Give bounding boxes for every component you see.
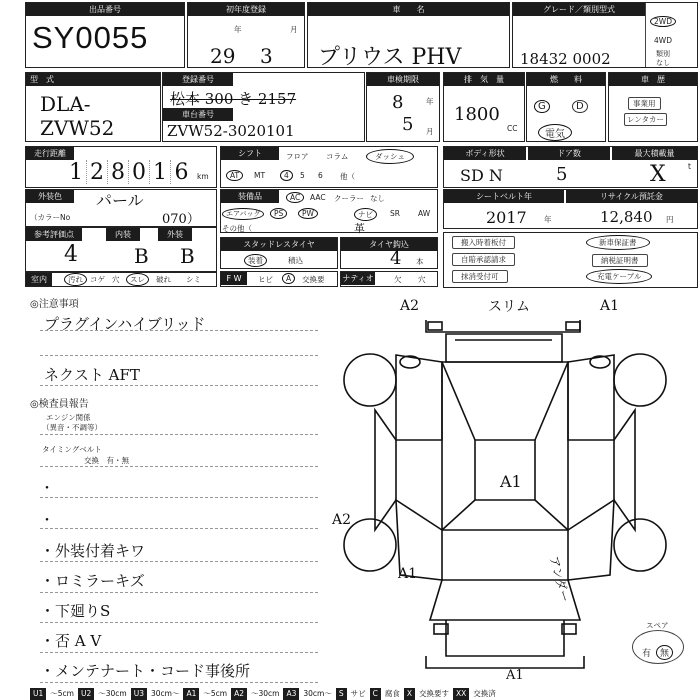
legend-desc: 腐食 (384, 689, 400, 698)
tire-cond-label: ナティオ (342, 274, 374, 283)
recycle-label: リサイクル預託金 (566, 190, 697, 203)
dmg-right-rear: アンダー (546, 554, 573, 604)
fw-replace: 交換要 (302, 275, 325, 284)
mileage-unit: km (197, 172, 209, 181)
score-value: 4 (64, 242, 78, 267)
shift-label: シフト (221, 147, 279, 160)
mileage-digits (66, 160, 194, 184)
dmg-front-center: スリム (488, 299, 530, 315)
score-label: 参考評価点 (26, 228, 82, 241)
equip-pw: PW (298, 208, 318, 219)
legend-code: XX (453, 688, 469, 700)
seatbelt-label: シートベルト年 (444, 190, 564, 203)
note-line1: プラグインハイブリッド (44, 315, 206, 333)
first-reg-label: 初年度登録 (188, 3, 304, 16)
legend-code: A3 (283, 688, 299, 700)
doc-deregister: 抹消受付可 (452, 270, 508, 283)
reg-no: 松本 300 き 2157 (170, 90, 297, 108)
legend-desc: 30cm～ (150, 689, 180, 698)
mileage-label: 走行距離 (26, 147, 74, 160)
model-name: プリウス PHV (318, 45, 462, 70)
cond-scuff: スレ (126, 273, 149, 286)
spare-label: スペア (646, 621, 669, 630)
legend-bar (30, 688, 698, 700)
grade-label: グレード／類別型式 (513, 3, 645, 16)
color-value: パール (96, 191, 144, 210)
equip-cooler: クーラー (334, 194, 364, 203)
exterior-score: B (180, 244, 195, 268)
notes-title: ◎注意事項 (30, 299, 79, 310)
equip-label: 装備品 (221, 190, 279, 203)
legend-desc: サビ (350, 689, 366, 698)
fuel-label: 燃 料 (527, 73, 605, 86)
insp-month-unit: 月 (426, 127, 434, 136)
capacity-unit: t (688, 162, 691, 171)
doc-insurance: 自賠承認請求 (452, 253, 515, 266)
report-item: ・外装付着キワ (40, 542, 146, 560)
report-item: ・否 A V (40, 632, 102, 650)
dmg-left-side: A2 (332, 512, 352, 528)
interior-score: B (134, 244, 149, 268)
dmg-left-rear: A1 (398, 566, 418, 582)
cond-burn: コゲ (90, 275, 105, 284)
mileage-digit: 1 (150, 160, 171, 184)
engine-sub: （異音・不調等） (42, 423, 102, 432)
recycle-value: 12,840 (600, 208, 653, 226)
drive-none: 類別 なし (656, 50, 670, 67)
legend-code: C (370, 688, 381, 700)
car-diagram (330, 300, 700, 688)
cond-hole: 穴 (112, 275, 120, 284)
history-label: 車 歴 (609, 73, 697, 86)
disp-unit: CC (507, 124, 518, 133)
equip-navi: ナビ (354, 208, 377, 221)
seatbelt-year: 2017 (486, 208, 527, 227)
equip-other-value: 革 (354, 222, 365, 235)
doc-tax: 納税証明書 (592, 254, 648, 267)
equip-aw: AW (418, 209, 431, 218)
legend-desc: 交換済 (473, 689, 496, 698)
legend-code: X (404, 688, 415, 700)
dmg-bottom: A1 (506, 668, 524, 683)
cond-stain: シミ (186, 275, 201, 284)
tire-unit: 本 (416, 257, 424, 266)
spare-circle (632, 630, 684, 664)
shift-dash: ダッシュ (366, 149, 414, 164)
spare-yes: 有 (642, 649, 652, 659)
capacity-value: X (650, 162, 666, 187)
shift-floor: フロア (286, 152, 309, 161)
dmg-front-left: A2 (400, 298, 420, 314)
exterior-label: 外装 (158, 228, 192, 241)
capacity-label: 最大積載量 (612, 147, 697, 160)
dmg-hood: A1 (500, 472, 522, 491)
doc-warranty: 新車保証書 (586, 235, 650, 250)
trans-5: 5 (300, 171, 305, 180)
lot-number: SY0055 (32, 20, 149, 55)
recycle-unit: 円 (666, 215, 674, 224)
legend-code: A2 (231, 688, 247, 700)
report-item: ・ (40, 481, 54, 497)
mileage-digit: 2 (87, 160, 108, 184)
mileage-digit: 1 (66, 160, 87, 184)
insp-year-unit: 年 (426, 97, 434, 106)
reg-no-label: 登録番号 (163, 73, 233, 86)
insp-month: 5 (402, 114, 414, 135)
tire-label: タイヤ鈎込 (341, 238, 437, 251)
report-item: ・ロミラーキズ (40, 572, 145, 590)
month-unit: 月 (290, 25, 298, 34)
legend-desc: ～5cm (50, 689, 74, 698)
equip-airbag: エアバッグ (222, 208, 264, 220)
body-label: ボディ形状 (444, 147, 526, 160)
legend-code: U3 (131, 688, 147, 700)
disp-label: 排 気 量 (444, 73, 524, 86)
chassis-label: 車台番号 (163, 108, 233, 121)
legend-code: U2 (78, 688, 94, 700)
interior-cond-label: 室内 (26, 273, 52, 286)
legend-code: A1 (183, 688, 199, 700)
legend-desc: ～30cm (98, 689, 127, 698)
interior-label: 内装 (106, 228, 140, 241)
legend-desc: ～30cm (250, 689, 280, 698)
equip-ps: PS (270, 208, 287, 219)
dmg-front-right: A1 (600, 298, 620, 314)
reg-year: 29 (210, 44, 236, 68)
equip-none: なし (370, 194, 385, 203)
mileage-digit: 0 (129, 160, 150, 184)
equip-other: その他（ (222, 224, 252, 233)
report-title: ◎検査員報告 (30, 399, 89, 410)
trans-at: AT (226, 170, 243, 181)
reg-month: 3 (260, 44, 273, 68)
mileage-digit: 6 (174, 160, 189, 185)
legend-desc: 交換要す (419, 689, 450, 698)
legend-code: S (336, 688, 347, 700)
insp-year: 8 (392, 92, 404, 113)
trans-4: 4 (280, 170, 293, 181)
grade-code: 18432 0002 (520, 50, 611, 68)
cond-tear: 破れ (156, 275, 171, 284)
katashiki-value: DLA- ZVW52 (40, 92, 115, 140)
fuel-elec: 電気 (538, 124, 572, 141)
katashiki-label: 型 式 (26, 73, 160, 86)
studless-mounted: 装着 (244, 254, 267, 267)
legend-desc: 30cm～ (303, 689, 332, 698)
shift-column: コラム (326, 152, 349, 161)
insp-label: 車検期限 (367, 73, 439, 86)
legend-desc: ～5cm (203, 689, 228, 698)
equip-aac: AAC (310, 193, 326, 202)
lot-label: 出品番号 (26, 3, 184, 16)
mileage-digit: 8 (108, 160, 129, 184)
disp-value: 1800 (454, 104, 500, 125)
trans-6: 6 (318, 171, 323, 180)
report-item: ・下廻りS (40, 602, 111, 620)
timing-swap: 交換 有・無 (84, 456, 129, 465)
doors-label: ドア数 (528, 147, 610, 160)
tire-value: 4 (390, 248, 402, 269)
hist-business: 事業用 (628, 97, 661, 110)
cond-dirt: 汚れ (64, 273, 87, 286)
fuel-d: D (572, 100, 588, 113)
trans-mt: MT (254, 171, 266, 180)
color-note: （カラーNo (30, 213, 71, 222)
fw-label: F W (221, 272, 247, 285)
drive-2wd: 2WD (650, 16, 676, 27)
body-value: SD N (460, 166, 503, 185)
year-unit: 年 (234, 25, 242, 34)
drive-4wd: 4WD (654, 36, 672, 45)
color-code: 070） (162, 212, 200, 227)
model-label: 車 名 (308, 3, 509, 16)
tire-cond-hole: 穴 (418, 275, 426, 284)
doors-value: 5 (556, 164, 568, 185)
report-item: ・ (40, 513, 54, 529)
legend-code: U1 (30, 688, 46, 700)
color-label: 外装色 (26, 190, 74, 203)
studless-loaded: 積込 (288, 256, 303, 265)
equip-sr: SR (390, 209, 400, 218)
seatbelt-unit: 年 (544, 215, 552, 224)
report-item: ・メンテナート・コード事後所 (40, 662, 251, 680)
hist-rental: レンタカー (624, 113, 667, 126)
trans-other: 他（ (340, 172, 355, 181)
doc-plate: 搬入時着板付 (452, 236, 515, 249)
spare-no: 無 (656, 645, 673, 660)
fw-a: A (282, 273, 295, 284)
doc-charge-cable: 充電ケーブル (586, 269, 652, 284)
timing-label: タイミングベルト (42, 445, 102, 454)
equip-ac: AC (286, 192, 304, 203)
note-line2: ネクスト AFT (44, 366, 140, 384)
fw-crack: ヒビ (258, 275, 273, 284)
engine-label: エンジン関係 (46, 413, 91, 422)
chassis-no: ZVW52-3020101 (167, 122, 295, 140)
tire-cond-chip: 欠 (394, 275, 402, 284)
fuel-g: G (534, 100, 550, 113)
studless-label: スタッドレスタイヤ (221, 238, 337, 251)
